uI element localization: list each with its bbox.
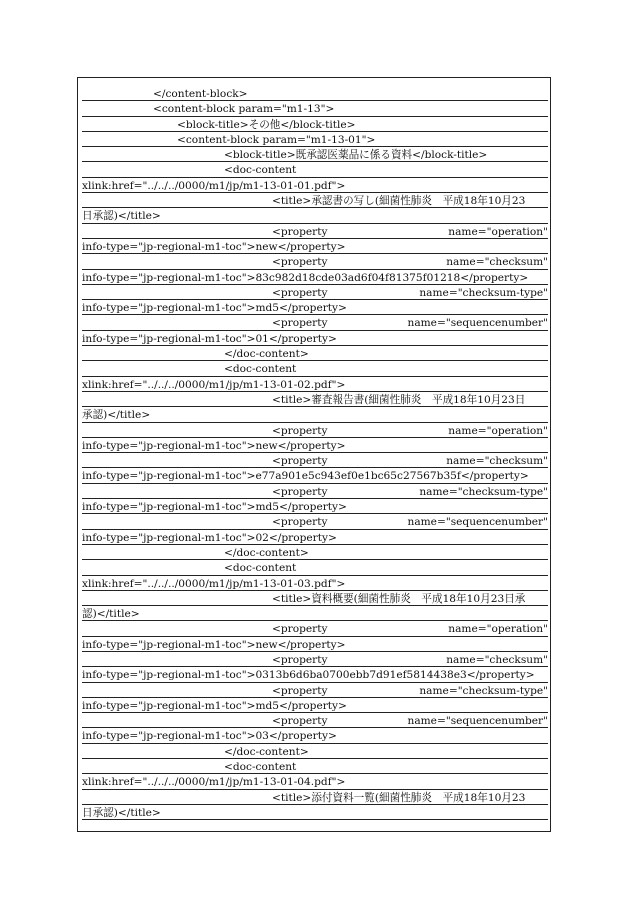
code-line-text: info-type="jp-regional-m1-toc">md5</property> xyxy=(82,501,347,514)
code-line-text: <content-block param="m1-13"> xyxy=(153,103,335,116)
code-line xyxy=(82,377,548,392)
code-line-text: <content-block param="m1-13-01"> xyxy=(177,133,376,146)
code-line-text: xlink:href="../../../0000/m1/jp/m1-13-01-03.pdf"> xyxy=(82,577,346,590)
code-line-text: <property xyxy=(272,225,328,238)
code-line xyxy=(82,744,548,759)
code-line xyxy=(82,621,548,636)
code-line xyxy=(82,270,548,285)
code-line-attribute: name="operation" xyxy=(448,424,548,437)
code-line-text: <doc-content xyxy=(224,164,297,177)
code-line-attribute: name="checksum" xyxy=(446,256,548,269)
code-line-text: 日承認)</title> xyxy=(82,210,161,223)
code-line xyxy=(82,101,548,116)
code-line-text: <property xyxy=(272,455,328,468)
code-line-text: info-type="jp-regional-m1-toc">new</property> xyxy=(82,439,346,452)
code-line-text: </doc-content> xyxy=(224,745,309,758)
code-line-text: <property xyxy=(272,317,328,330)
code-line-attribute: name="sequencenumber" xyxy=(407,715,548,728)
code-line-text: </doc-content> xyxy=(224,348,309,361)
code-line-attribute: name="sequencenumber" xyxy=(407,516,548,529)
code-line-attribute: name="operation" xyxy=(448,225,548,238)
code-line xyxy=(82,315,548,330)
code-line-text: 承認)</title> xyxy=(82,409,151,422)
code-line xyxy=(82,132,548,147)
code-line-text: info-type="jp-regional-m1-toc">e77a901e5c943ef0e1bc65c27567b35f</property> xyxy=(82,470,529,483)
code-line xyxy=(82,514,548,529)
code-line xyxy=(82,300,548,315)
code-line-text: info-type="jp-regional-m1-toc">83c982d18cde03ad6f04f81375f01218</property> xyxy=(82,271,529,284)
code-line-text: <title>添付資料一覧(細菌性肺炎 平成18年10月23 xyxy=(272,791,526,804)
code-line-text: info-type="jp-regional-m1-toc">01</property> xyxy=(82,332,337,345)
code-line-text: 認)</title> xyxy=(82,608,140,621)
code-line-text: xlink:href="../../../0000/m1/jp/m1-13-01-01.pdf"> xyxy=(82,179,346,192)
code-line xyxy=(82,117,548,132)
code-line xyxy=(82,637,548,652)
code-line-attribute: name="checksum-type" xyxy=(419,286,548,299)
code-line xyxy=(82,560,548,575)
code-line-text: <property xyxy=(272,516,328,529)
code-line xyxy=(82,392,548,407)
code-line-text: <doc-content xyxy=(224,363,297,376)
code-line xyxy=(82,759,548,774)
code-line xyxy=(82,484,548,499)
code-line-text: xlink:href="../../../0000/m1/jp/m1-13-01-04.pdf"> xyxy=(82,776,346,789)
code-line-attribute: name="checksum" xyxy=(446,653,548,666)
code-line-attribute: name="operation" xyxy=(448,623,548,636)
code-line-text: info-type="jp-regional-m1-toc">0313b6d6ba0700ebb7d91ef5814438e3</property> xyxy=(82,669,535,682)
code-line-text: info-type="jp-regional-m1-toc">new</property> xyxy=(82,638,346,651)
code-line xyxy=(82,438,548,453)
code-line xyxy=(82,147,548,162)
code-line-attribute: name="checksum" xyxy=(446,455,548,468)
code-line-text: info-type="jp-regional-m1-toc">md5</property> xyxy=(82,302,347,315)
code-line-text: <block-title>既承認医薬品に係る資料</block-title> xyxy=(224,149,488,162)
code-line-text: <title>承認書の写し(細菌性肺炎 平成18年10月23 xyxy=(272,195,526,208)
code-line xyxy=(82,208,548,223)
code-line-text: <property xyxy=(272,623,328,636)
code-line xyxy=(82,407,548,422)
code-line-text: <property xyxy=(272,684,328,697)
code-line xyxy=(82,606,548,621)
code-line-text: info-type="jp-regional-m1-toc">md5</property> xyxy=(82,699,347,712)
code-line xyxy=(82,790,548,805)
code-line xyxy=(82,254,548,269)
code-line xyxy=(82,162,548,177)
code-line-text: <property xyxy=(272,256,328,269)
code-line-text: info-type="jp-regional-m1-toc">03</property> xyxy=(82,730,337,743)
code-line-text: <property xyxy=(272,424,328,437)
code-line xyxy=(82,774,548,789)
code-line-text: </content-block> xyxy=(153,88,248,100)
code-line xyxy=(82,545,548,560)
code-line xyxy=(82,178,548,193)
code-line xyxy=(82,728,548,743)
code-line-text: <doc-content xyxy=(224,562,297,575)
code-line xyxy=(82,423,548,438)
code-line-text: 日承認)</title> xyxy=(82,806,161,819)
code-line xyxy=(82,683,548,698)
code-line-text: <block-title>その他</block-title> xyxy=(177,118,356,131)
code-line xyxy=(82,224,548,239)
code-line-text: xlink:href="../../../0000/m1/jp/m1-13-01-02.pdf"> xyxy=(82,378,346,391)
code-line xyxy=(82,805,548,820)
code-line-text: <property xyxy=(272,485,328,498)
code-line xyxy=(82,361,548,376)
code-line xyxy=(82,331,548,346)
code-line-attribute: name="checksum-type" xyxy=(419,485,548,498)
code-line-text: info-type="jp-regional-m1-toc">new</property> xyxy=(82,240,346,253)
code-line-attribute: name="sequencenumber" xyxy=(407,317,548,330)
code-line xyxy=(82,346,548,361)
code-line xyxy=(82,576,548,591)
code-line xyxy=(82,652,548,667)
code-line xyxy=(82,86,548,101)
code-line xyxy=(82,530,548,545)
code-line xyxy=(82,698,548,713)
code-line-text: <property xyxy=(272,286,328,299)
code-line-text: <title>資料概要(細菌性肺炎 平成18年10月23日承 xyxy=(272,592,526,605)
code-line-text: <title>審査報告書(細菌性肺炎 平成18年10月23日 xyxy=(272,393,526,406)
code-line-text: <property xyxy=(272,653,328,666)
code-line xyxy=(82,468,548,483)
code-line xyxy=(82,193,548,208)
code-line xyxy=(82,285,548,300)
code-line-text: info-type="jp-regional-m1-toc">02</property> xyxy=(82,531,337,544)
code-line xyxy=(82,239,548,254)
code-line xyxy=(82,713,548,728)
code-line-text: <doc-content xyxy=(224,761,297,774)
xml-listing xyxy=(82,86,548,820)
code-line-attribute: name="checksum-type" xyxy=(419,684,548,697)
code-line xyxy=(82,591,548,606)
code-line-text: <property xyxy=(272,715,328,728)
code-line-text: </doc-content> xyxy=(224,546,309,559)
code-line xyxy=(82,499,548,514)
code-line xyxy=(82,667,548,682)
code-line xyxy=(82,453,548,468)
